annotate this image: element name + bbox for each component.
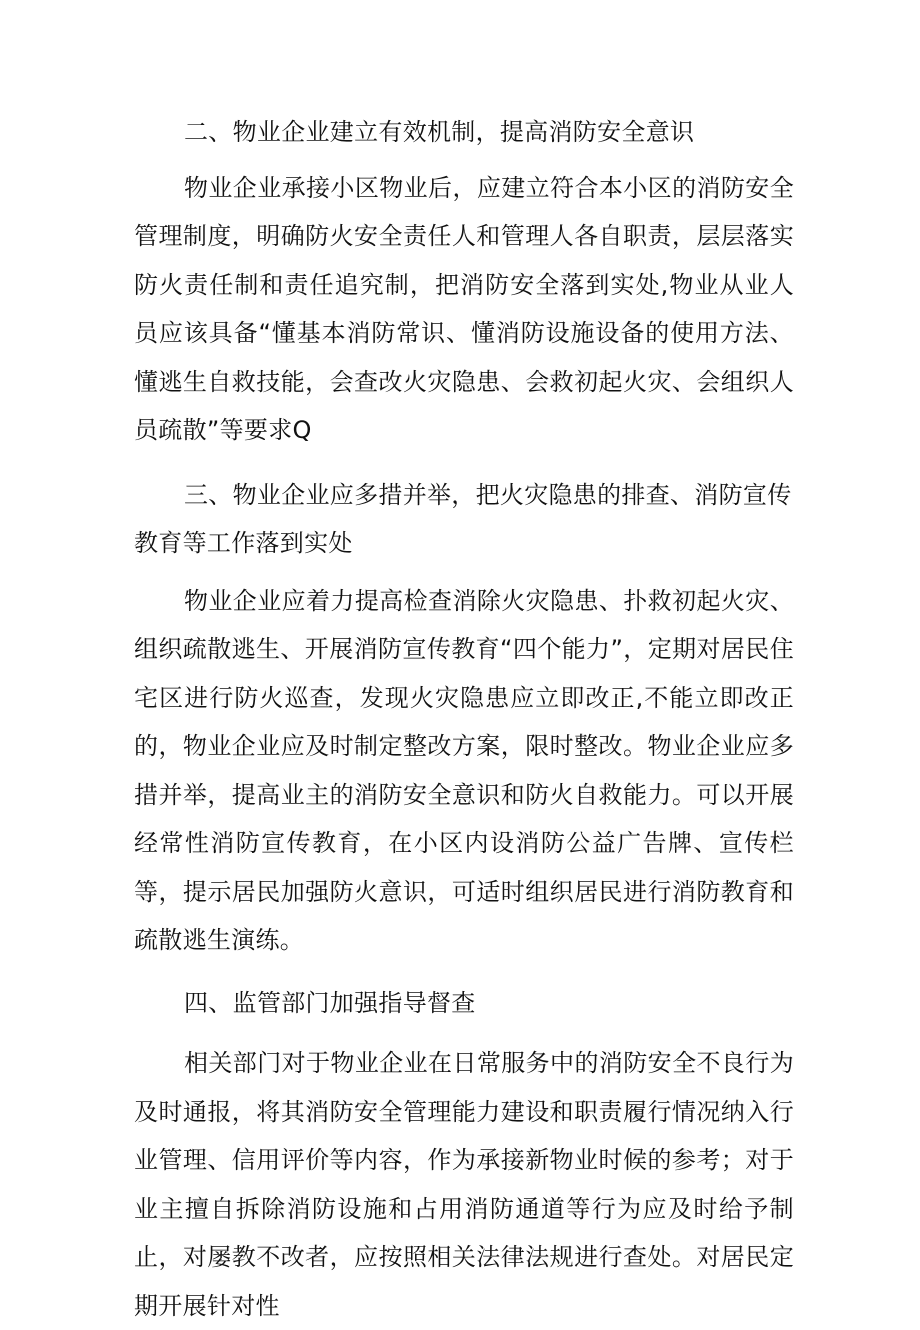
body-paragraph-3: 物业企业应着力提高检查消除火灾隐患、扑救初起火灾、组织疏散逃生、开展消防宣传教育“四个能力”，定期对居民住宅区进行防火巡查，发现火灾隐患应立即改正,不能立即改正的，物业企业应及时制定整改方案，限时整改。物业企业应多措并举，提高业主的消防安全意识和防火自救能力。可以开展经常性消防宣传教育，在小区内设消防公益广告牌、宣传栏等，提示居民加强防火意识，可适时组织居民进行消防教育和疏散逃生演练。: [134, 586, 794, 954]
body-paragraph-2: 物业企业承接小区物业后，应建立符合本小区的消防安全管理制度，明确防火安全责任人和管理人各自职责，层层落实防火责任制和责任追究制，把消防安全落到实处,物业从业人员应该具备“懂基本消防常识、懂消防设施设备的使用方法、懂逃生自救技能，会查改火灾隐患、会救初起火灾、会组织人员疏散”等要求Q: [134, 173, 794, 444]
body-paragraph-4: 相关部门对于物业企业在日常服务中的消防安全不良行为及时通报，将其消防安全管理能力建设和职责履行情况纳入行业管理、信用评价等内容，作为承接新物业时候的参考；对于业主擅自拆除消防设施和占用消防通道等行为应及时给予制止，对屡教不改者，应按照相关法律法规进行查处。对居民定期开展针对性: [134, 1049, 794, 1320]
document-body: [134, 108, 794, 1330]
section-heading-4: 四、监管部门加强指导督查: [184, 988, 476, 1017]
section-heading-3: 三、物业企业应多措并举，把火灾隐患的排查、消防宣传教育等工作落到实处: [134, 480, 792, 557]
section-heading-2: 二、物业企业建立有效机制，提高消防安全意识: [184, 118, 695, 146]
